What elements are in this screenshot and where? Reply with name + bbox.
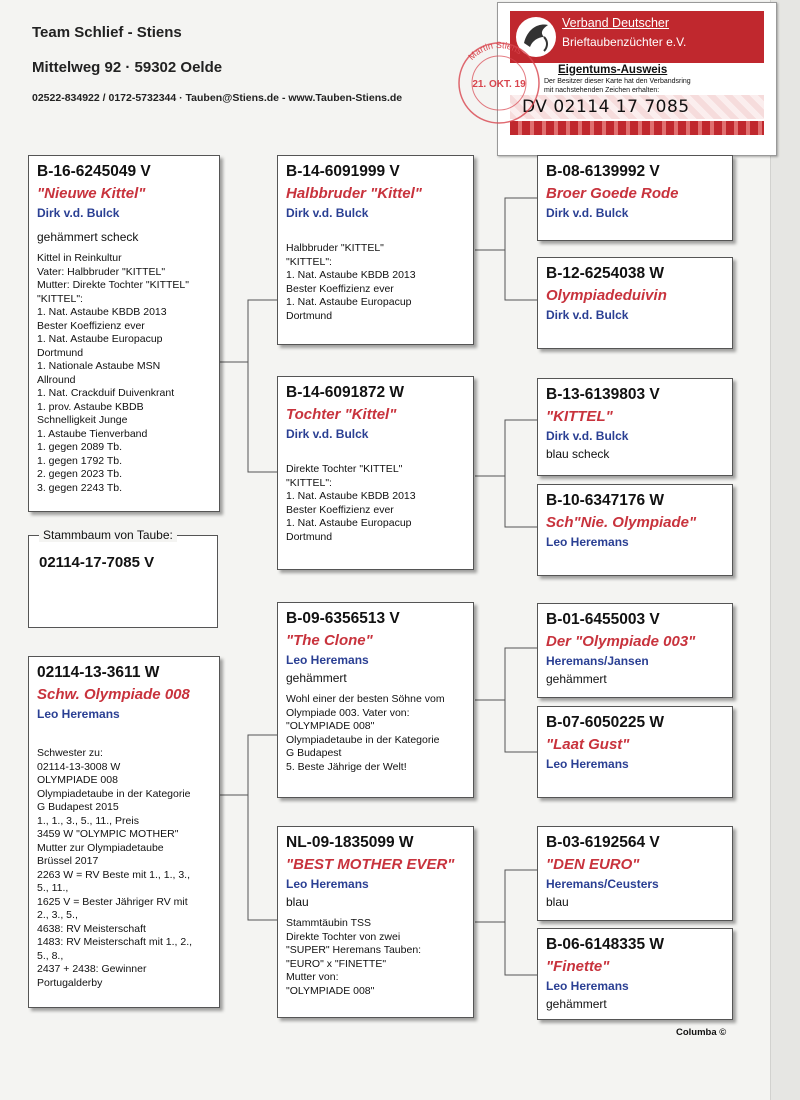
feather-color: gehämmert — [546, 672, 607, 686]
breeder-name: Leo Heremans — [546, 757, 629, 771]
card-note-line2: mit nachstehenden Zeichen erhalten: — [544, 87, 660, 94]
footer-credit: Columba © — [676, 1027, 727, 1038]
pigeon-name: "Nieuwe Kittel" — [37, 185, 146, 202]
pigeon-fmm — [537, 484, 733, 576]
breeder-name: Leo Heremans — [286, 877, 369, 891]
pigeon-mmm — [537, 928, 733, 1020]
pigeon-mother-father — [277, 602, 474, 798]
pigeon-mff — [537, 603, 733, 698]
ring-number: B-13-6139803 V — [546, 386, 660, 403]
pedigree-subject — [28, 528, 218, 628]
pigeon-description: Wohl einer der besten Söhne vom Olympiade 003. Vater von: "OLYMPIADE 008" Olympiadetaube in der Kategorie G Budapest 5. Beste Jährige der Welt! — [286, 693, 445, 773]
ring-number: B-16-6245049 V — [37, 163, 151, 180]
pigeon-fff — [537, 155, 733, 241]
breeder-name: Dirk v.d. Bulck — [546, 206, 629, 220]
breeder-name: Dirk v.d. Bulck — [286, 427, 369, 441]
ring-number: B-10-6347176 W — [546, 492, 665, 509]
breeder-name: Dirk v.d. Bulck — [546, 308, 629, 322]
pigeon-name: "DEN EURO" — [546, 856, 640, 873]
ring-number: B-03-6192564 V — [546, 834, 660, 851]
breeder-name: Dirk v.d. Bulck — [37, 206, 120, 220]
breeder-name: Leo Heremans — [37, 707, 120, 721]
ring-number: B-12-6254038 W — [546, 265, 665, 282]
pigeon-description: Direkte Tochter "KITTEL" "KITTEL": 1. Nat. Astaube KBDB 2013 Bester Koeffizienz ever 1. Nat. Astaube Europacup Dortmund — [286, 463, 416, 543]
ring-number: NL-09-1835099 W — [286, 834, 414, 851]
ring-number: B-14-6091872 W — [286, 384, 405, 401]
card-note-line1: Der Besitzer dieser Karte hat den Verbandsring — [544, 78, 691, 85]
feather-color: gehämmert — [286, 671, 347, 685]
feather-color: blau — [546, 895, 569, 909]
pigeon-description: Schwester zu: 02114-13-3008 W OLYMPIADE 008 Olympiadetaube in der Kategorie G Budapest 2015 1., 1., 3., 5., 11., Preis 3459 W "OLYMPIC MOTHER" Mutter zur Olympiadetaube Brüssel 2017 2263 W = RV Beste mit 1., 1., 3., 5., 11., 1625 V = Bester Jähriger RV mit 2., 3., 5., 4638: RV Meisterschaft 1483: RV Meisterschaft mit 1., 2., 5., 8., 2437 + 2438: Gewinner Portugalderby — [37, 747, 193, 989]
ring-number: B-06-6148335 W — [546, 936, 665, 953]
feather-color: blau scheck — [546, 447, 610, 461]
breeder-name: Heremans/Ceusters — [546, 877, 659, 891]
pigeon-father-mother — [277, 376, 474, 570]
pigeon-name: Schw. Olympiade 008 — [37, 686, 190, 703]
pigeon-name: "KITTEL" — [546, 408, 613, 425]
pigeon-description: Kittel in Reinkultur Vater: Halbbruder "KITTEL" Mutter: Direkte Tochter "KITTEL" "KITTEL": 1. Nat. Astaube KBDB 2013 Bester Koeffizienz ever 1. Nat. Astaube Europacup Dortmund 1. Nationale Astaube MSN Allround 1. Nat. Crackduif Duivenkrant 1. prov. Astaube KBDB Schnelligkeit Junge 1. Astaube Tienverband 1. gegen 2089 Tb. 1. gegen 1792 Tb. 2. gegen 2023 Tb. 3. gegen 2243 Tb. — [37, 252, 189, 494]
breeder-name: Dirk v.d. Bulck — [546, 429, 629, 443]
feather-color: blau — [286, 895, 309, 909]
pigeon-ffm — [537, 257, 733, 349]
ring-number: B-08-6139992 V — [546, 163, 660, 180]
ring-number: B-07-6050225 W — [546, 714, 665, 731]
pigeon-name: "BEST MOTHER EVER" — [286, 856, 455, 873]
stamp-date: 21. OKT. 19 — [472, 79, 526, 90]
breeder-name: Heremans/Jansen — [546, 654, 649, 668]
team-contact: 02522-834922 / 0172-5732344 · Tauben@Stiens.de - www.Tauben-Stiens.de — [32, 92, 403, 104]
stamp-text: Martin Stiens — [466, 39, 524, 62]
pigeon-name: Halbbruder "Kittel" — [286, 185, 422, 202]
pigeon-mmf — [537, 826, 733, 921]
feather-color: gehämmert scheck — [37, 230, 139, 244]
ring-number: B-09-6356513 V — [286, 610, 400, 627]
pigeon-name: "Laat Gust" — [546, 736, 630, 753]
pigeon-name: Der "Olympiade 003" — [546, 633, 696, 650]
pigeon-name: "The Clone" — [286, 632, 373, 649]
pigeon-description: Stammtäubin TSS Direkte Tochter von zwei "SUPER" Heremans Tauben: "EURO" x "FINETTE" Mutter von: "OLYMPIADE 008" — [286, 917, 422, 997]
breeder-name: Dirk v.d. Bulck — [286, 206, 369, 220]
card-org-line1: Verband Deutscher — [562, 16, 670, 30]
pigeon-mfm — [537, 706, 733, 798]
breeder-name: Leo Heremans — [546, 535, 629, 549]
feather-color: gehämmert — [546, 997, 607, 1011]
breeder-name: Leo Heremans — [546, 979, 629, 993]
ring-number: B-14-6091999 V — [286, 163, 400, 180]
pigeon-description: Halbbruder "KITTEL" "KITTEL": 1. Nat. Astaube KBDB 2013 Bester Koeffizienz ever 1. Nat. Astaube Europacup Dortmund — [286, 242, 416, 322]
pigeon-name: Olympiadeduivin — [546, 287, 667, 304]
pigeon-name: Tochter "Kittel" — [286, 406, 397, 423]
pigeon-name: "Finette" — [546, 958, 610, 975]
card-org-line2: Brieftaubenzüchter e.V. — [562, 35, 687, 49]
pedigree-ring-number: 02114-17-7085 V — [39, 554, 155, 571]
pigeon-father-father — [277, 155, 474, 345]
pigeon-mother — [28, 656, 220, 1008]
card-title: Eigentums-Ausweis — [558, 64, 668, 76]
pigeon-father — [28, 155, 220, 512]
card-ring-number: DV 02114 17 7085 — [522, 97, 690, 117]
team-name: Team Schlief - Stiens — [32, 24, 182, 41]
breeder-name: Leo Heremans — [286, 653, 369, 667]
pigeon-fmf — [537, 378, 733, 476]
ring-number: 02114-13-3611 W — [37, 664, 160, 681]
pigeon-name: Sch"Nie. Olympiade" — [546, 514, 697, 531]
team-address: Mittelweg 92 · 59302 Oelde — [32, 59, 223, 76]
pigeon-name: Broer Goede Rode — [546, 185, 679, 202]
ring-number: B-01-6455003 V — [546, 611, 660, 628]
pedigree-label: Stammbaum von Taube: — [39, 528, 177, 542]
pigeon-mother-mother — [277, 826, 474, 1018]
